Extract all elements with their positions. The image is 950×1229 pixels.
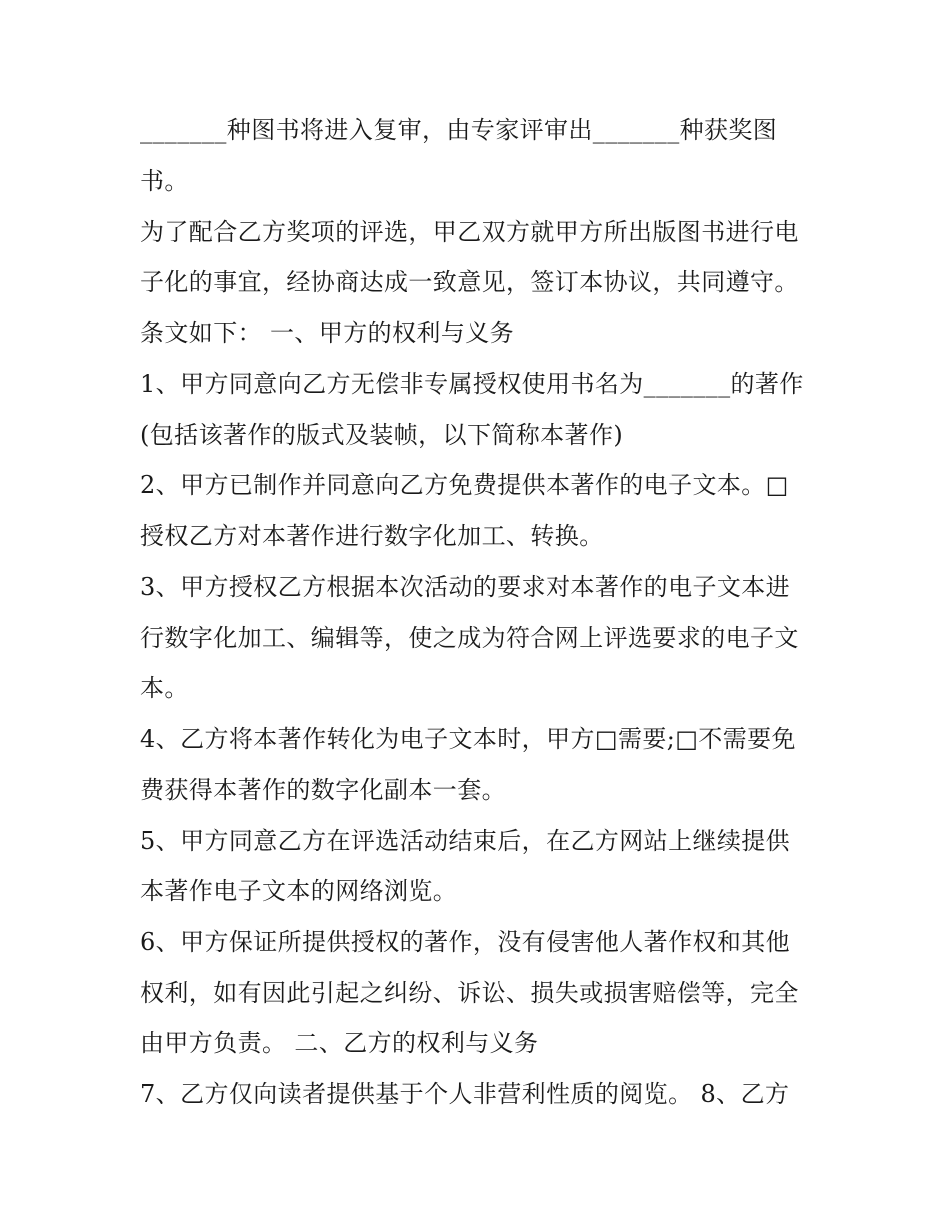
text-line: 7、乙方仅向读者提供基于个人非营利性质的阅览。 8、乙方	[140, 1080, 790, 1108]
text-line: 1、甲方同意向乙方无偿非专属授权使用书名为_______的著作	[140, 370, 804, 398]
text-line: 授权乙方对本著作进行数字化加工、转换。	[140, 522, 604, 550]
text-line: 2、甲方已制作并同意向乙方免费提供本著作的电子文本。□	[140, 471, 789, 499]
text-line: _______种图书将进入复审，由专家评审出_______种获奖图	[140, 116, 778, 144]
text-line: 书。	[140, 167, 189, 195]
text-line: 本。	[140, 674, 189, 702]
text-line: 4、乙方将本著作转化为电子文本时，甲方□需要;□不需要免	[140, 725, 796, 753]
text-line: 5、甲方同意乙方在评选活动结束后，在乙方网站上继续提供	[140, 827, 791, 855]
text-line: 6、甲方保证所提供授权的著作，没有侵害他人著作权和其他	[140, 928, 791, 956]
text-line: 为了配合乙方奖项的评选，甲乙双方就甲方所出版图书进行电	[140, 218, 799, 246]
text-line: 3、甲方授权乙方根据本次活动的要求对本著作的电子文本进	[140, 573, 791, 601]
text-line: 费获得本著作的数字化副本一套。	[140, 776, 506, 804]
text-line: (包括该著作的版式及装帧，以下简称本著作)	[140, 421, 624, 449]
text-line: 权利，如有因此引起之纠纷、诉讼、损失或损害赔偿等，完全	[140, 979, 799, 1007]
text-line: 本著作电子文本的网络浏览。	[140, 877, 458, 905]
text-line: 子化的事宜，经协商达成一致意见，签订本协议，共同遵守。	[140, 268, 799, 296]
text-line: 条文如下： 一、甲方的权利与义务	[140, 319, 515, 347]
text-line: 由甲方负责。 二、乙方的权利与义务	[140, 1029, 539, 1057]
text-line: 行数字化加工、编辑等，使之成为符合网上评选要求的电子文	[140, 624, 799, 652]
